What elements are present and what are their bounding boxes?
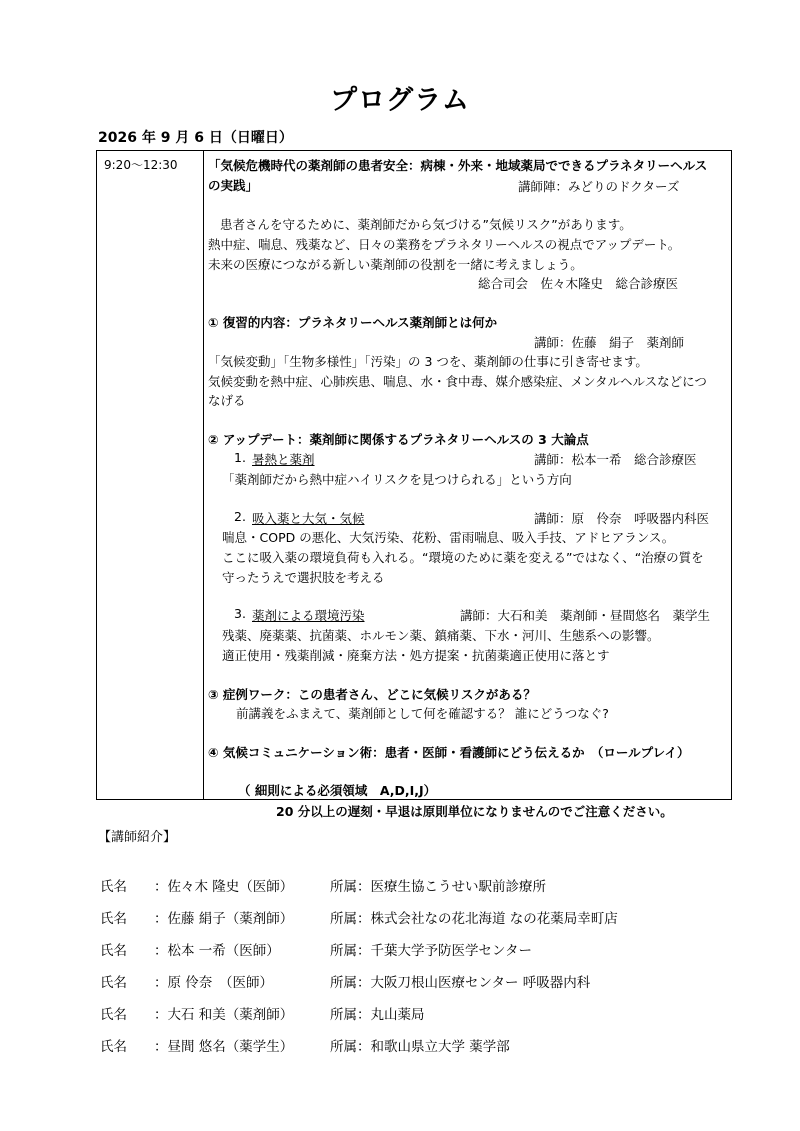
topic-inhaler: 吸入薬と大気・気候 xyxy=(252,511,365,526)
section-1-lecturer: 講師：佐藤 絹子 薬剤師 xyxy=(534,335,685,350)
lecturer-name: ：佐々木 隆史（医師） xyxy=(154,879,294,895)
section-1-text: 「気候変動」「生物多様性」「汚染」の 3 つを、薬剤師の仕事に引き寄せます。 xyxy=(208,354,648,369)
section-1-text: 気候変動を熱中症、心肺疾患、喘息、水・食中毒、媒介感染症、メンタルヘルスなどにつ xyxy=(208,374,707,389)
attendance-notice: 20 分以上の遅刻・早退は原則単位になりませんのでご注意ください。 xyxy=(276,804,673,819)
section-1-text: なげる xyxy=(208,393,246,408)
name-label: 氏名 xyxy=(100,943,127,959)
name-label: 氏名 xyxy=(100,879,127,895)
section-2-title: ② アップデート：薬剤師に関係するプラネタリーヘルスの 3 大論点 xyxy=(208,432,589,447)
topic-pollution-lecturer: 講師：大石和美 薬剤師・昼間悠名 薬学生 xyxy=(460,608,711,623)
section-3-text: 前講義をふまえて、薬剤師として何を確認する？ 誰にどうつなぐ? xyxy=(236,706,609,721)
topic-number: 2. xyxy=(234,509,246,524)
topic-pollution: 薬剤による環境汚染 xyxy=(252,608,365,623)
lecturer-affiliation: 所属：和歌山県立大学 薬学部 xyxy=(330,1039,510,1055)
topic-heat-text: 「薬剤師だから熱中症ハイリスクを見つけられる」という方向 xyxy=(222,472,572,487)
topic-heat: 暑熱と薬剤 xyxy=(252,452,315,467)
lecturer-affiliation: 所属：千葉大学予防医学センター xyxy=(330,943,532,959)
topic-inhaler-text: 守ったうえで選択肢を考える xyxy=(222,570,385,585)
topic-pollution-text: 適正使用・残薬削減・廃棄方法・処方提案・抗菌薬適正使用に落とす xyxy=(222,648,610,663)
lecturers-heading: 【講師紹介】 xyxy=(98,830,177,845)
required-domains: （ 細則による必須領域 A,D,I,J） xyxy=(238,783,437,798)
lecturer-name: ：原 伶奈 （医師） xyxy=(154,975,274,991)
section-1-title: ① 復習的内容：プラネタリーヘルス薬剤師とは何か xyxy=(208,315,498,330)
session-headline-cont: の実践」 xyxy=(208,178,259,193)
name-label: 氏名 xyxy=(100,911,127,927)
lecturer-name: ：昼間 悠名（薬学生） xyxy=(154,1039,294,1055)
topic-inhaler-text: ここに吸入薬の環境負荷も入れる。“環境のために薬を変える”ではなく、“治療の質を xyxy=(222,550,704,565)
lecturer-name: ：松本 一希（医師） xyxy=(154,943,280,959)
name-label: 氏名 xyxy=(100,975,127,991)
session-time: 9:20～12:30 xyxy=(104,158,178,172)
lecturer-name: ：大石 和美（薬剤師） xyxy=(154,1007,294,1023)
lecturer-affiliation: 所属：大阪刀根山医療センター 呼吸器内科 xyxy=(330,975,591,991)
moderator: 総合司会 佐々木隆史 総合診療医 xyxy=(478,276,679,291)
topic-number: 3. xyxy=(234,606,246,621)
page-title: プログラム xyxy=(330,85,470,116)
session-headline: 「気候危機時代の薬剤師の患者安全：病棟・外来・地域薬局でできるプラネタリーヘルス xyxy=(208,158,708,173)
intro-line: 患者さんを守るために、薬剤師だから気づける”気候リスク”があります。 xyxy=(220,217,632,232)
intro-line: 未来の医療につながる新しい薬剤師の役割を一緒に考えましょう。 xyxy=(208,257,583,272)
name-label: 氏名 xyxy=(100,1039,127,1055)
lecturer-affiliation: 所属：株式会社なの花北海道 なの花薬局幸町店 xyxy=(330,911,618,927)
section-3-title: ③ 症例ワーク：この患者さん、どこに気候リスクがある？ xyxy=(208,687,536,702)
event-date: 2026 年 9 月 6 日（日曜日） xyxy=(98,130,293,146)
topic-number: 1. xyxy=(234,450,246,465)
topic-heat-lecturer: 講師：松本一希 総合診療医 xyxy=(534,452,697,467)
topic-inhaler-text: 喘息・COPD の悪化、大気汚染、花粉、雷雨喘息、吸入手技、アドヒアランス。 xyxy=(222,530,675,545)
table-divider xyxy=(203,150,204,800)
lecturer-team: 講師陣：みどりのドクターズ xyxy=(518,179,680,194)
topic-inhaler-lecturer: 講師：原 伶奈 呼吸器内科医 xyxy=(534,511,710,526)
name-label: 氏名 xyxy=(100,1007,127,1023)
intro-line: 熱中症、喘息、残薬など、日々の業務をプラネタリーヘルスの視点でアップデート。 xyxy=(208,237,681,252)
lecturer-affiliation: 所属：医療生協こうせい駅前診療所 xyxy=(330,879,546,895)
topic-pollution-text: 残薬、廃薬薬、抗菌薬、ホルモン薬、鎮痛薬、下水・河川、生態系への影響。 xyxy=(222,628,660,643)
lecturer-affiliation: 所属：丸山薬局 xyxy=(330,1007,425,1023)
lecturer-name: ：佐藤 絹子（薬剤師） xyxy=(154,911,294,927)
section-4-title: ④ 気候コミュニケーション術：患者・医師・看護師にどう伝えるか （ロールプレイ） xyxy=(208,745,690,760)
